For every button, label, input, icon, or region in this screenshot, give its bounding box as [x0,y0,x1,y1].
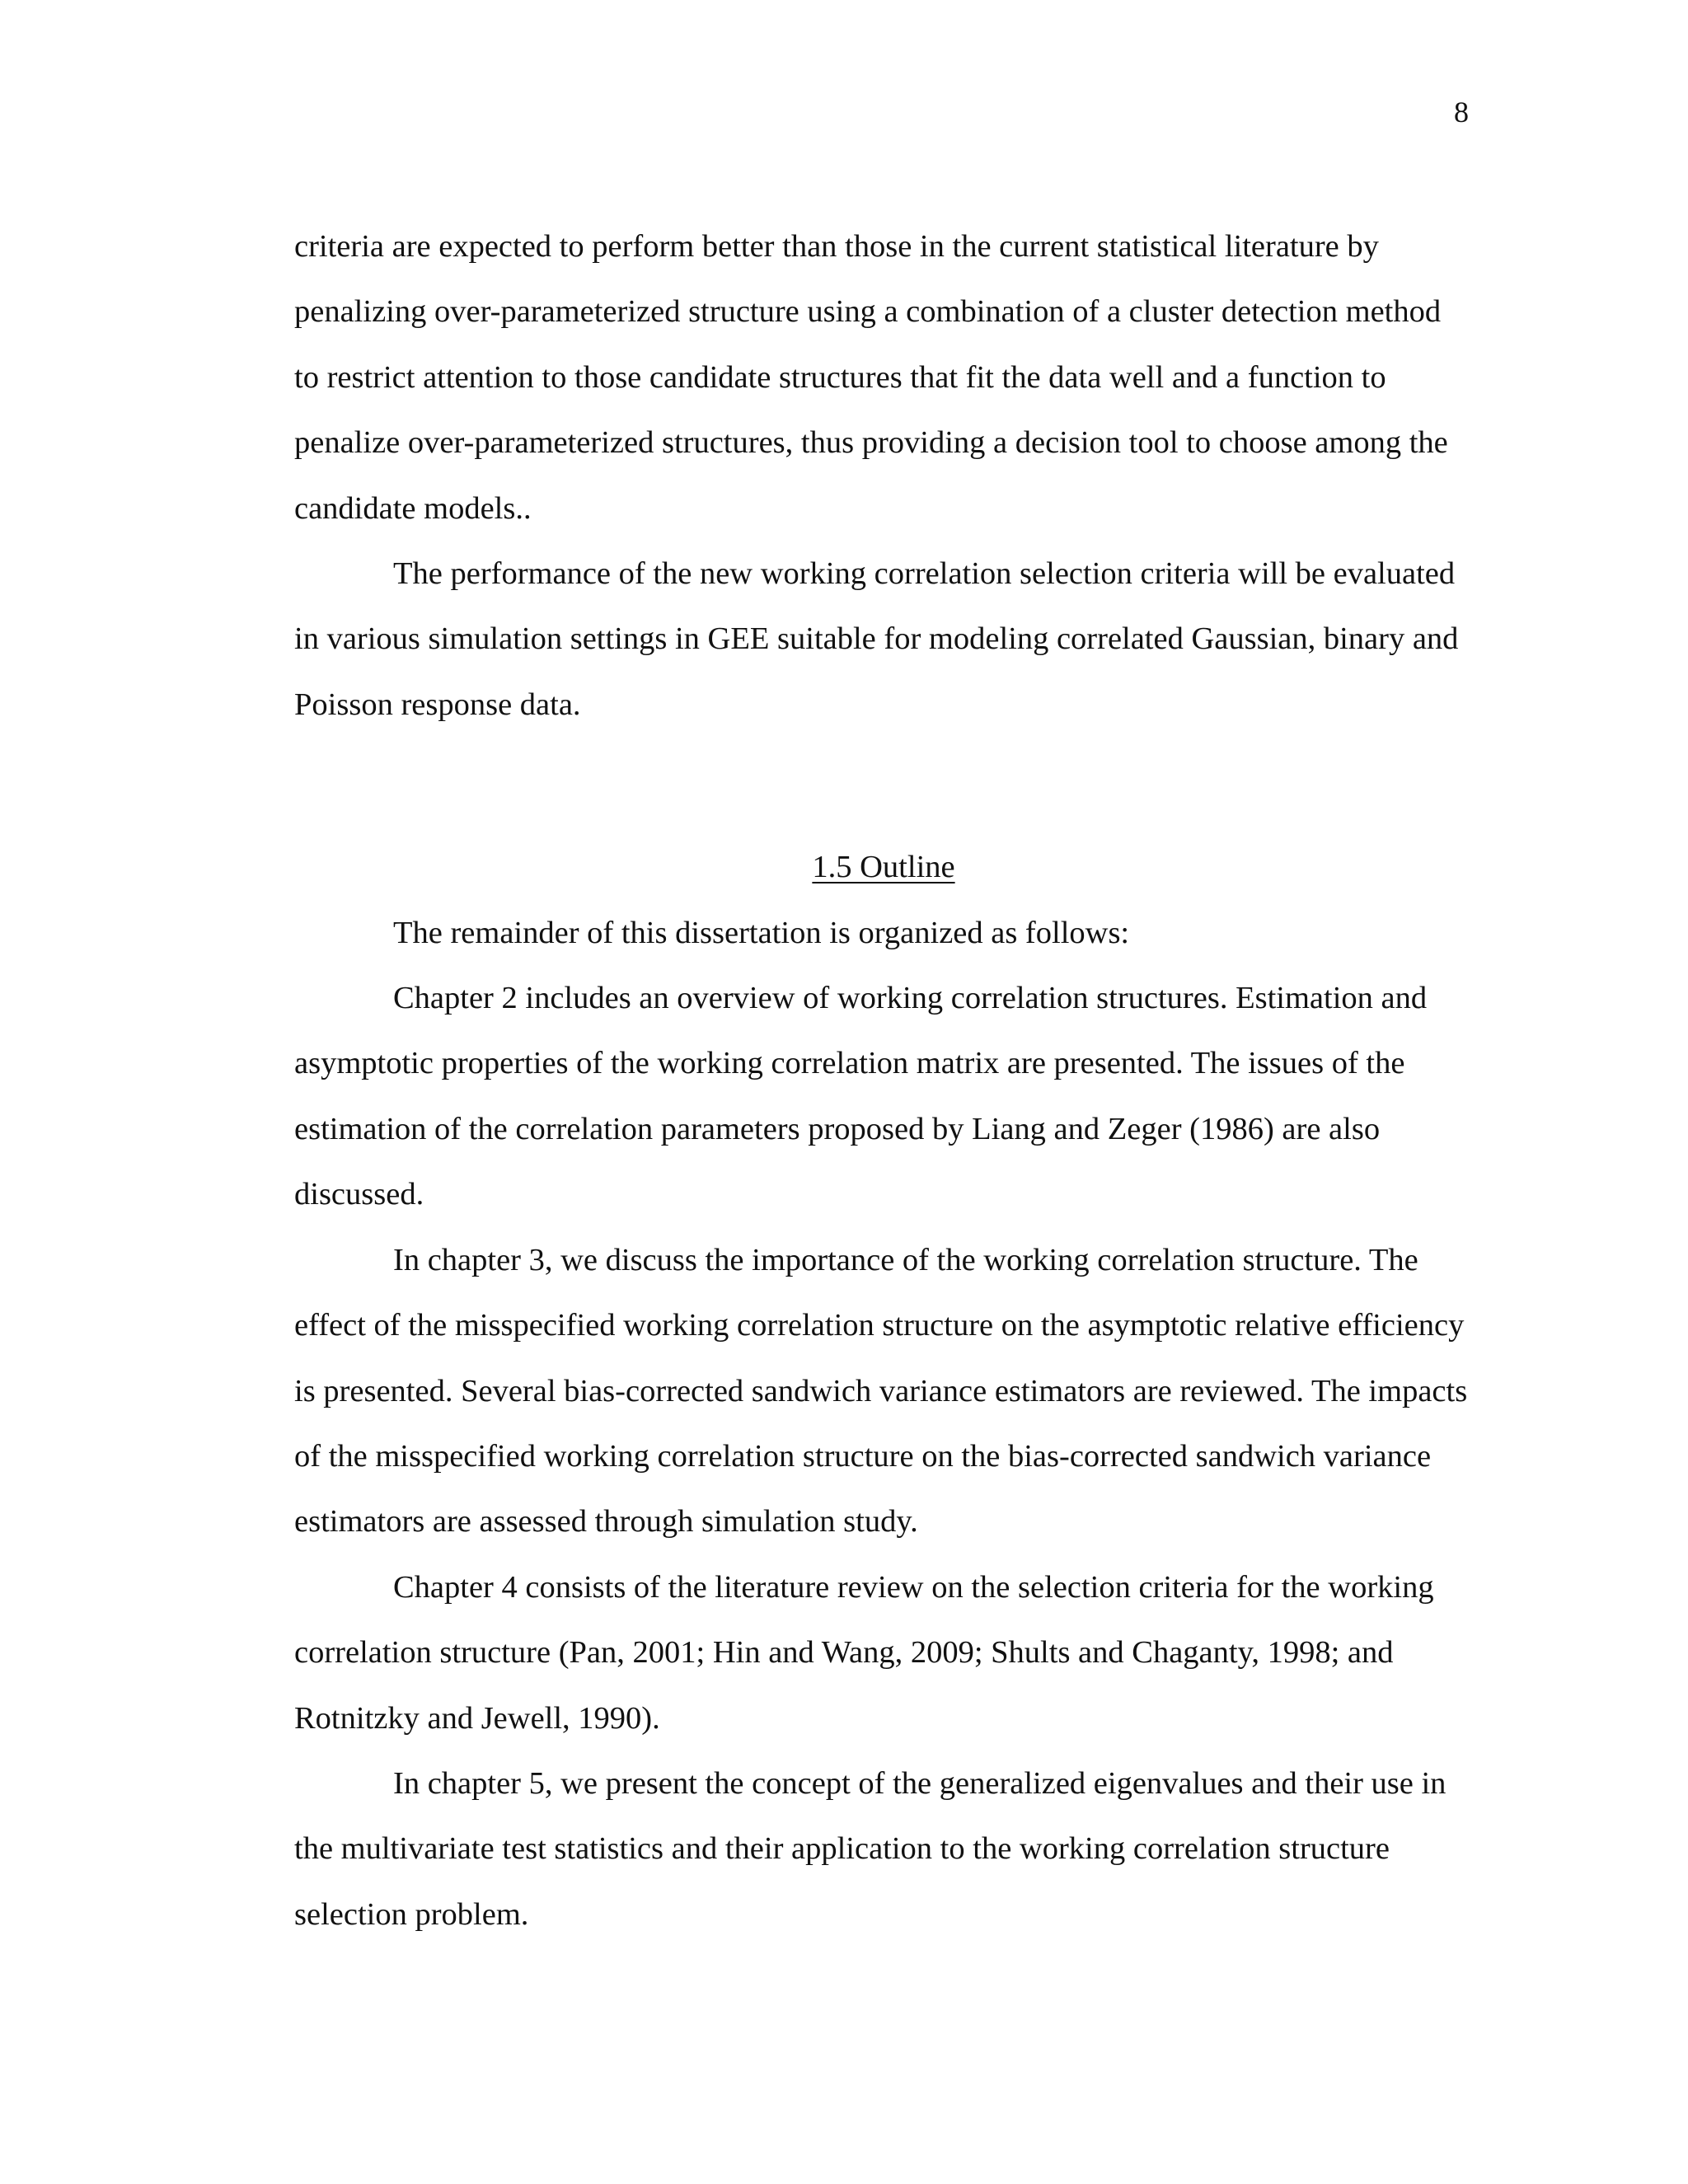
paragraph-chapter-4: Chapter 4 consists of the literature review on the selection criteria for the working correlation structure (Pan, 2001; Hin and Wang, 2009; Shults and Chaganty, 1998; and Rotnitzky and Jewell, 1990). [294,1569,1434,1736]
paragraph-continued: criteria are expected to perform better than those in the current statistical literature by penalizing over-parameterized structure using a combination of a cluster detection method to restrict attention to those candidate structures that fit the data well and a function to penalize over-parameterized structures, thus providing a decision tool to choose among the candidate models.. [294,229,1448,526]
paragraph-performance-evaluation: The performance of the new working correlation selection criteria will be evaluated in various simulation settings in GEE suitable for modeling correlated Gaussian, binary and Poisson response data. [294,556,1459,722]
page-number: 8 [1454,96,1469,129]
document-body [294,214,1473,1947]
paragraph-chapter-2: Chapter 2 includes an overview of working correlation structures. Estimation and asymptotic properties of the working correlation matrix are presented. The issues of the estimation of the correlation parameters proposed by Liang and Zeger (1986) are also discussed. [294,981,1428,1212]
paragraph-outline-intro: The remainder of this dissertation is organized as follows: [393,915,1130,950]
paragraph-chapter-5: In chapter 5, we present the concept of the generalized eigenvalues and their use in the multivariate test statistics and their application to the working correlation structure selection problem. [294,1765,1447,1932]
paragraph-chapter-3: In chapter 3, we discuss the importance of the working correlation structure. The effect of the misspecified working correlation structure on the asymptotic relative efficiency is presented. Several bias-corrected sandwich variance estimators are reviewed. The impacts of the misspecified working correlation structure on the bias-corrected sandwich variance estimators are assessed through simulation study. [294,1242,1468,1540]
section-heading-outline: 1.5 Outline [812,850,955,885]
